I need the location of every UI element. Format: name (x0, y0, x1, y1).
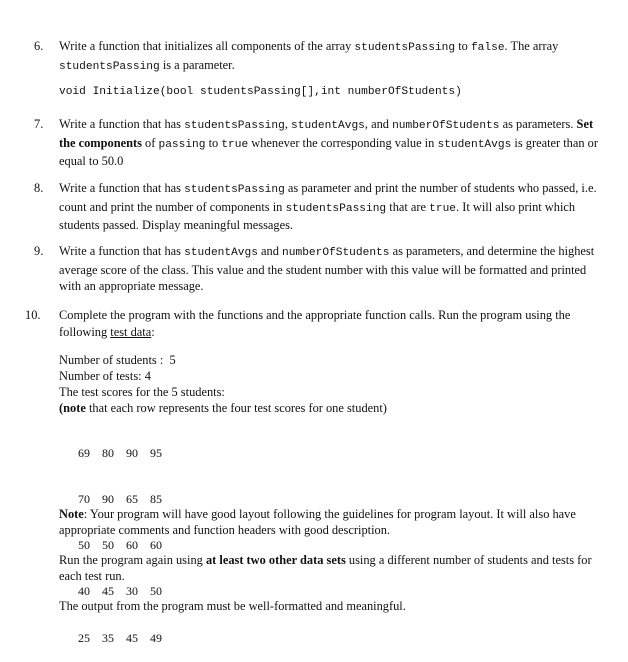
test-data-description (59, 352, 609, 416)
text: whenever the corresponding value in (248, 135, 438, 150)
question-text (59, 116, 606, 170)
text: using a different number of students and tests for each test run. (59, 553, 592, 583)
question-number: 9. (34, 244, 44, 258)
code-term: studentsPassing (184, 120, 285, 132)
text: is greater than or equal to 50.0 (59, 135, 598, 168)
code-term: studentsPassing (285, 202, 387, 215)
text: . It will also print which students passed. Display meaningful messages. (59, 199, 576, 232)
code-term: studentAvgs (437, 138, 512, 151)
question-10 (25, 307, 606, 340)
text: Run the program again using (59, 553, 206, 567)
question-number: 6. (34, 39, 44, 53)
scores-note (59, 400, 609, 416)
code-term: true (221, 138, 249, 151)
text: of (141, 135, 159, 150)
bold-text: Note (59, 507, 84, 521)
scores-heading: The test scores for the 5 students: (59, 385, 225, 399)
text: : Your program will have good layout following the guidelines for program layout. It will also have appropriate comments and function headers with good description. (59, 507, 576, 537)
text: and (257, 244, 283, 258)
score-row: 50 50 60 60 (78, 538, 162, 553)
text: Write a function that initializes all components of the array (59, 39, 355, 53)
text: , (284, 117, 292, 131)
question-6 (34, 38, 606, 75)
code-term: studentsPassing (354, 42, 456, 54)
text: as parameters. (499, 117, 577, 131)
question-number: 10. (25, 308, 41, 322)
score-row: 69 80 90 95 (78, 445, 162, 460)
question-text (59, 243, 606, 295)
text: . The array (504, 39, 559, 53)
bold-text: (note (59, 401, 86, 415)
text: is a parameter. (159, 57, 235, 72)
underlined-text: test data (110, 324, 152, 339)
code-term: numberOfStudents (392, 120, 500, 132)
question-7 (34, 116, 606, 170)
text: Write a function that has (59, 244, 185, 258)
text: that each row represents the four test scores for one student) (85, 401, 387, 415)
question-text (59, 307, 606, 340)
students-line: Number of students : 5 (59, 353, 176, 367)
scores-table (78, 415, 162, 662)
score-row: 40 45 30 50 (78, 584, 162, 599)
text: : (151, 324, 155, 339)
output-paragraph: The output from the program must be well-formatted and meaningful. (59, 599, 406, 613)
text: as parameter and print the number of students who passed, i.e. count and print the number of components in (59, 181, 597, 214)
text: Write a function that has (59, 181, 185, 195)
code-term: false (470, 42, 505, 54)
question-number: 7. (34, 117, 44, 131)
question-text (59, 180, 606, 234)
text: as parameters, and determine the highest average score of the class. This value and the student number with this value will be formatted and printed with an appropriate message. (59, 244, 595, 293)
note-paragraph (59, 506, 609, 538)
question-number: 8. (34, 181, 44, 195)
text: to (205, 135, 222, 150)
question-8 (34, 180, 606, 234)
code-term: true (429, 202, 457, 215)
code-term: studentAvgs (184, 247, 258, 259)
code-term: numberOfStudents (282, 247, 390, 259)
bold-text: Set the components (59, 117, 594, 150)
function-signature: void Initialize(bool studentsPassing[],int numberOfStudents) (59, 86, 462, 98)
code-term: passing (158, 138, 206, 151)
tests-line: Number of tests: 4 (59, 369, 151, 383)
text: Write a function that has (59, 117, 185, 131)
code-term: studentAvgs (291, 120, 365, 132)
code-term: studentsPassing (59, 60, 160, 73)
text: Complete the program with the functions and the appropriate function calls. Run the program using the following (59, 308, 571, 339)
code-term: studentsPassing (184, 184, 285, 196)
text: to (455, 39, 471, 53)
bold-text: at least two other data sets (205, 553, 346, 567)
question-9 (34, 243, 606, 295)
text: that are (386, 199, 430, 214)
score-row: 25 35 45 49 (78, 630, 162, 645)
rerun-paragraph (59, 552, 609, 584)
text: , and (364, 117, 393, 131)
score-row: 70 90 65 85 (78, 492, 162, 507)
question-text (59, 38, 606, 75)
